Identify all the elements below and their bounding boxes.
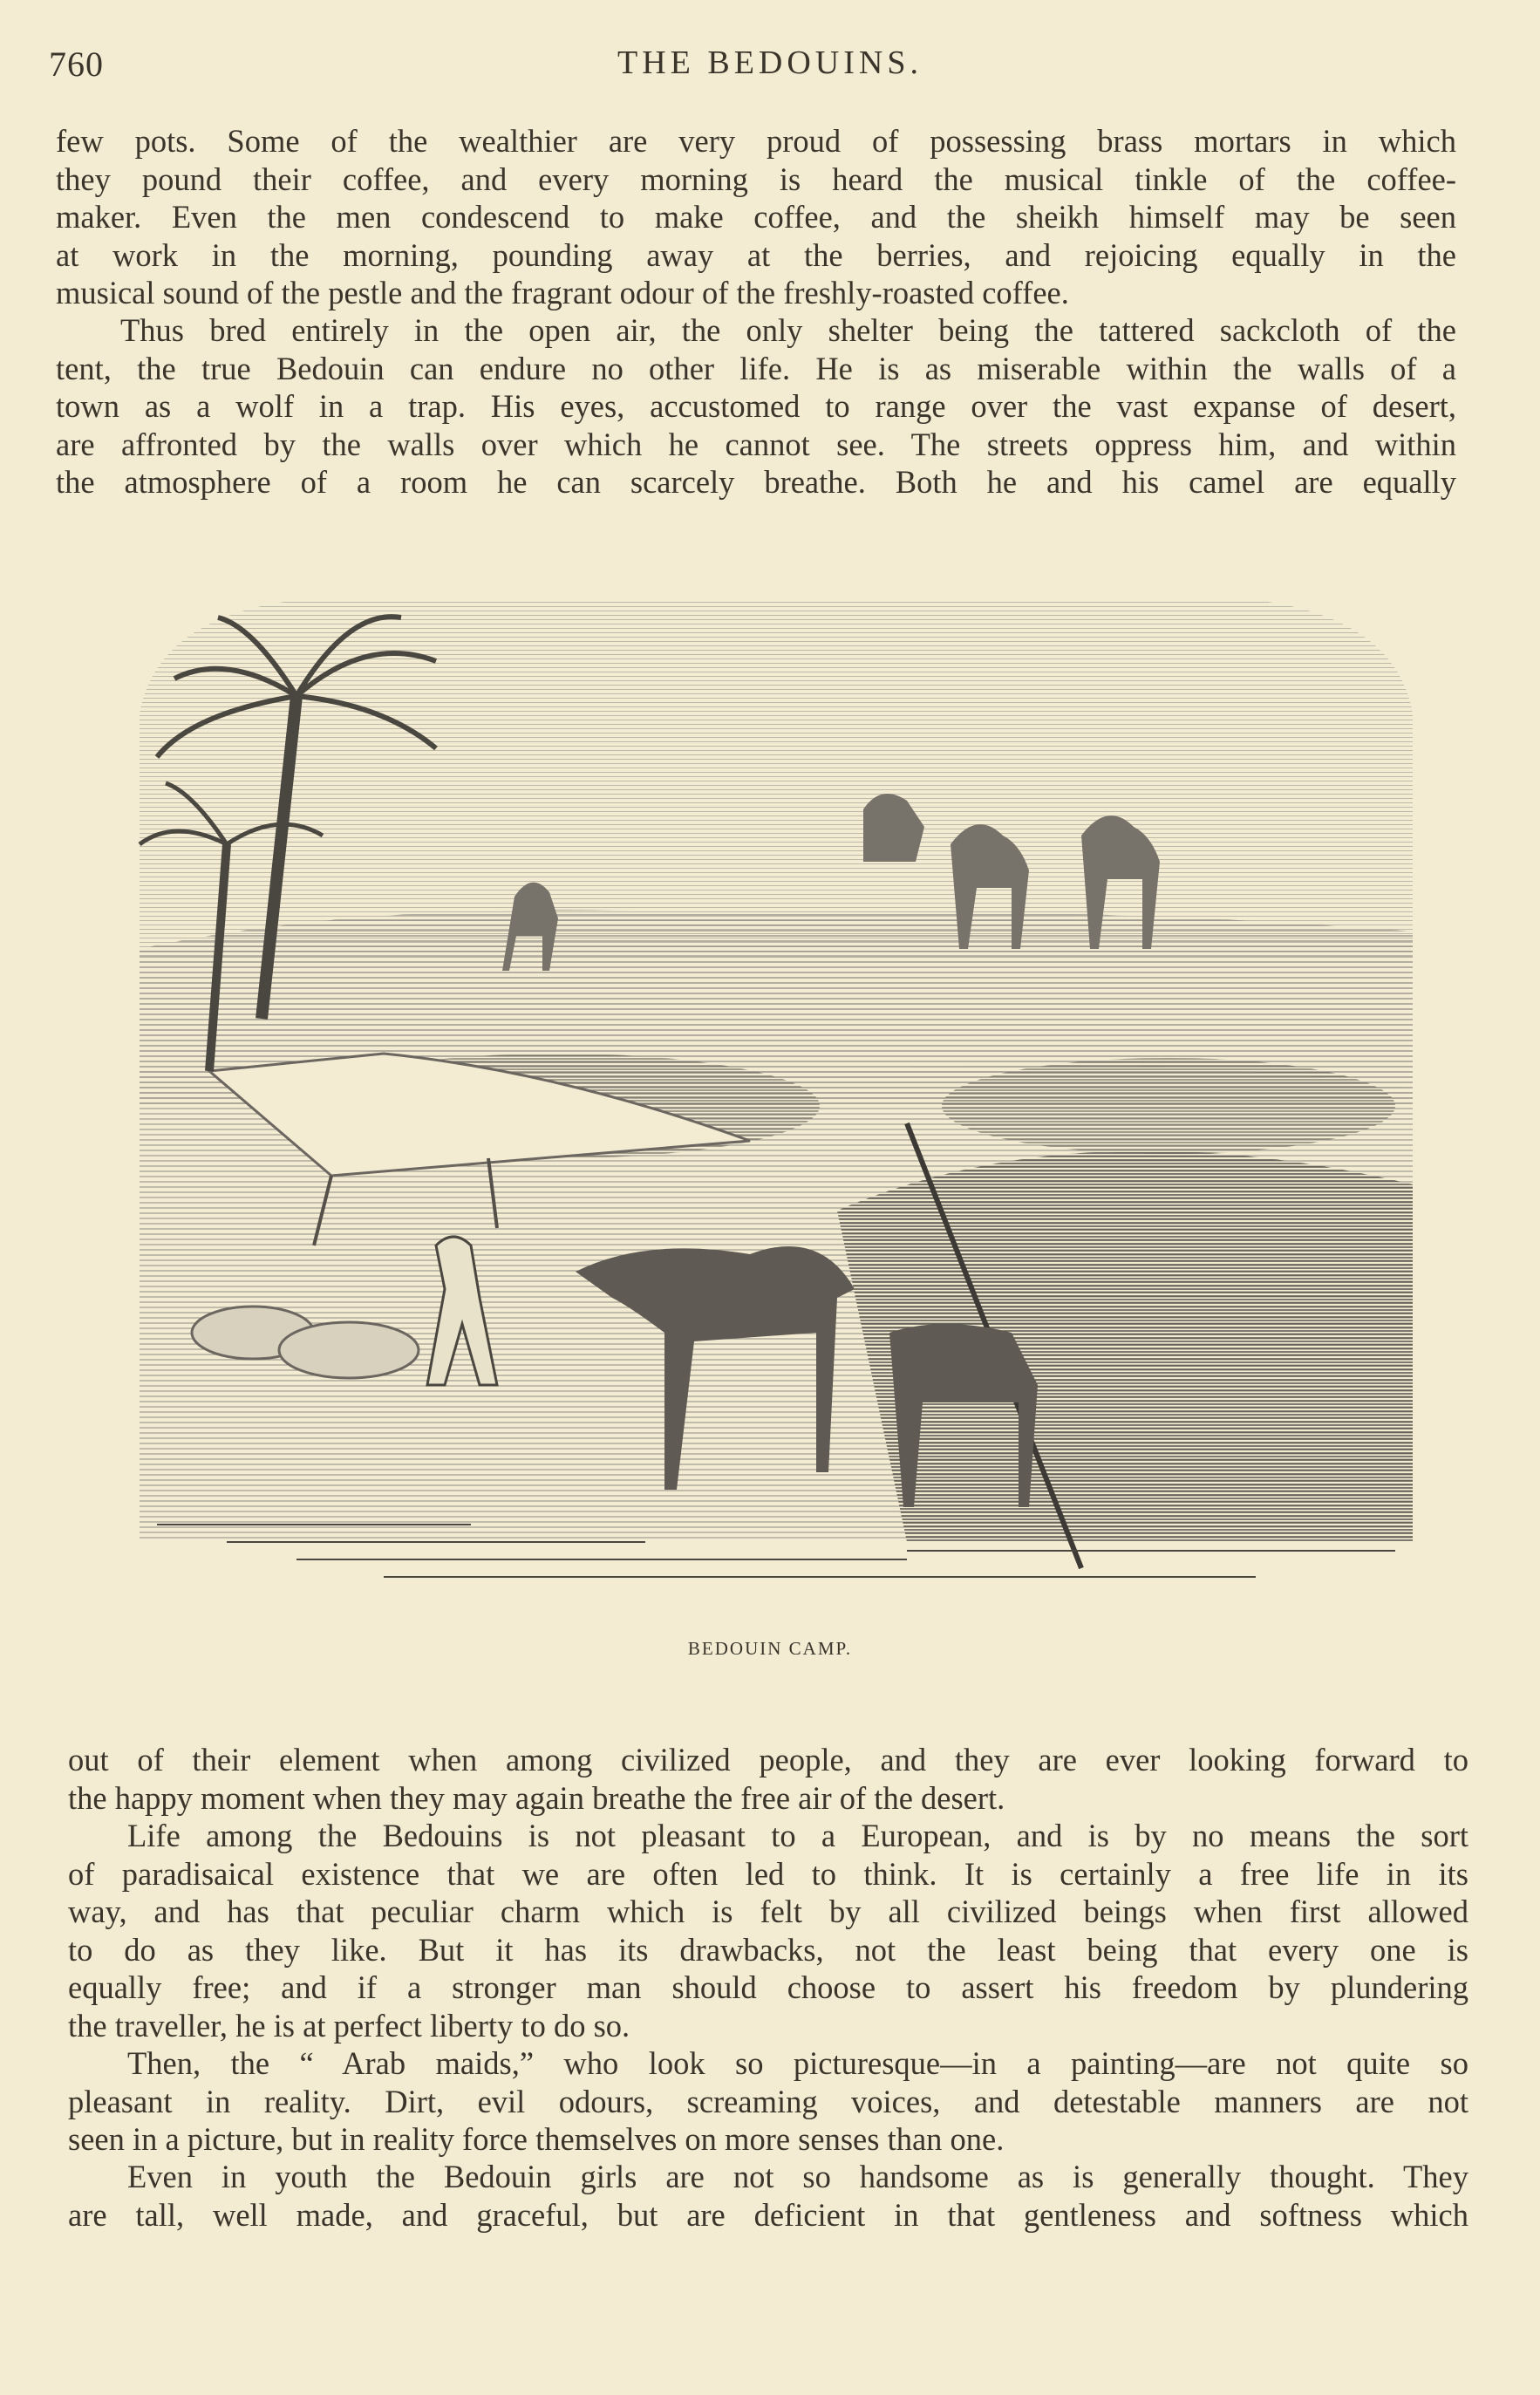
text-line: seen in a picture, but in reality force themselves on more senses than one. (68, 2121, 1005, 2157)
text-line: tent, the true Bedouin can endure no other life. He is as miserable within the walls of a (56, 350, 1456, 386)
text-line: out of their element when among civilized people, and they are ever looking forward to (68, 1742, 1468, 1777)
text-line: maker. Even the men condescend to make coffee, and the sheikh himself may be seen (56, 199, 1456, 235)
text-line: the atmosphere of a room he can scarcely breathe. Both he and his camel are equally (56, 464, 1456, 500)
paragraph-coffee (56, 122, 1456, 312)
text-line: the traveller, he is at perfect liberty to do so. (68, 2007, 630, 2044)
running-title: THE BEDOUINS. (617, 44, 923, 81)
text-line: musical sound of the pestle and the fragrant odour of the freshly-roasted coffee. (56, 275, 1069, 310)
text-line: are affronted by the walls over which he cannot see. The streets oppress him, and within (56, 426, 1456, 462)
text-line: they pound their coffee, and every morning is heard the musical tinkle of the coffee- (56, 160, 1456, 197)
text-line: Even in youth the Bedouin girls are not so handsome as is generally thought. They (127, 2159, 1468, 2194)
text-line: of paradisaical existence that we are often led to think. It is certainly a free life in its (68, 1855, 1468, 1892)
paragraph-life-among (68, 1817, 1468, 2044)
paragraph-bedouin-girls (68, 2158, 1468, 2234)
text-line: few pots. Some of the wealthier are very proud of possessing brass mortars in which (56, 123, 1456, 159)
figure-caption: BEDOUIN CAMP. (687, 1638, 853, 1659)
text-line: the happy moment when they may again breathe the free air of the desert. (68, 1779, 1005, 1816)
text-line: to do as they like. But it has its drawbacks, not the least being that every one is (68, 1931, 1468, 1968)
text-line: Then, the “ Arab maids,” who look so picturesque—in a painting—are not quite so (127, 2045, 1468, 2081)
text-line: Thus bred entirely in the open air, the only shelter being the tattered sackcloth of the (120, 312, 1456, 348)
text-line: town as a wolf in a trap. His eyes, accustomed to range over the vast expanse of desert, (56, 388, 1456, 424)
text-line: equally free; and if a stronger man should choose to assert his freedom by plundering (68, 1969, 1468, 2005)
paragraph-out-of-element (68, 1741, 1468, 1817)
bedouin-camp-illustration (122, 583, 1421, 1621)
paragraph-arab-maids (68, 2044, 1468, 2159)
paragraph-open-air (56, 311, 1456, 502)
text-line: way, and has that peculiar charm which is felt by all civilized beings when first allowed (68, 1893, 1468, 1929)
text-line: Life among the Bedouins is not pleasant to a European, and is by no means the sort (127, 1818, 1468, 1853)
text-line: are tall, well made, and graceful, but are deficient in that gentleness and softness which (68, 2196, 1468, 2233)
text-line: at work in the morning, pounding away at the berries, and rejoicing equally in the (56, 236, 1456, 273)
text-line: pleasant in reality. Dirt, evil odours, screaming voices, and detestable manners are not (68, 2083, 1468, 2119)
page-number: 760 (49, 44, 104, 84)
